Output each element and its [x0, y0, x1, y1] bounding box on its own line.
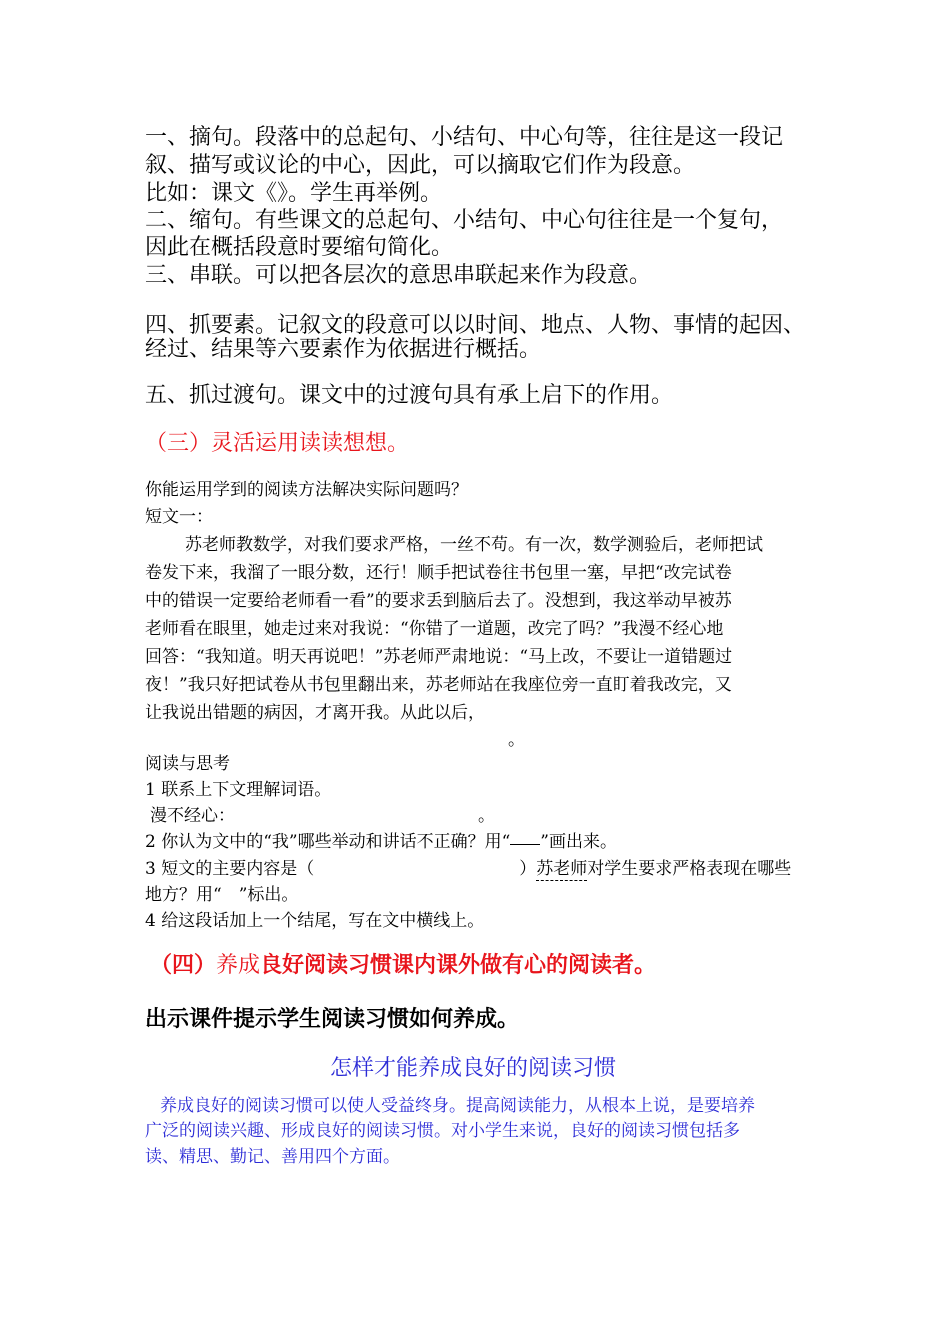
question-2-text-a: 2 你认为文中的“我”哪些举动和讲话不正确？用“ — [145, 832, 511, 852]
question-1-end: 。 — [478, 806, 495, 826]
method-4-line-1: 四、抓要素。记叙文的段意可以以时间、地点、人物、事情的起因、 — [145, 313, 806, 338]
method-5: 五、抓过渡句。课文中的过渡句具有承上启下的作用。 — [145, 383, 674, 408]
question-3-text-a: 3 短文的主要内容是（ — [145, 859, 315, 879]
question-3-text-b: ） — [519, 859, 537, 879]
question-1-word: 漫不经心： — [150, 806, 235, 826]
method-4-line-2: 经过、结果等六要素作为依据进行概括。 — [145, 337, 542, 362]
question-3-text-d: 对学生要求严格表现在哪些 — [587, 859, 792, 879]
method-2-line-1: 二、缩句。有些课文的总起句、小结句、中心句往往是一个复句， — [145, 208, 784, 233]
underline-mark-sample — [510, 844, 540, 845]
section-4-heading — [150, 954, 656, 977]
passage-line-5: 回答：“我知道。明天再说吧！”苏老师严肃地说：“马上改，不要让一道错题过 — [145, 647, 733, 667]
question-1: 1 联系上下文理解词语。 — [145, 780, 332, 800]
section-3-heading: （三）灵活运用读读想想。 — [145, 431, 410, 456]
passage-line-4: 老师看在眼里，她走过来对我说：“你错了一道题，改完了吗？”我漫不经心地 — [145, 619, 724, 639]
passage-line-1: 苏老师教数学，对我们要求严格，一丝不苟。有一次，数学测验后，老师把试 — [185, 535, 763, 555]
passage-line-2: 卷发下来，我溜了一眼分数，还行！顺手把试卷往书包里一塞，早把“改完试卷 — [145, 563, 732, 583]
method-example: 比如：课文《》。学生再举例。 — [145, 181, 443, 206]
method-1-line-1: 一、摘句。段落中的总起句、小结句、中心句等，往往是这一段记 — [145, 125, 784, 150]
passage-line-7: 让我说出错题的病因，才离开我。从此以后， — [145, 703, 485, 723]
think-title: 阅读与思考 — [145, 754, 230, 774]
passage-end-mark: 。 — [508, 730, 525, 750]
question-2-text-b: ”画出来。 — [540, 832, 617, 852]
passage-line-6: 夜！”我只好把试卷从书包里翻出来，苏老师站在我座位旁一直盯着我改完，又 — [145, 675, 732, 695]
courseware-note: 出示课件提示学生阅读习惯如何养成。 — [145, 1006, 520, 1032]
question-3-line-2: 地方？用“ ”标出。 — [145, 885, 299, 905]
section-4-heading-a: （四） — [150, 952, 217, 978]
method-3: 三、串联。可以把各层次的意思串联起来作为段意。 — [145, 263, 652, 288]
question-4: 4 给这段话加上一个结尾，写在文中横线上。 — [145, 911, 485, 931]
section-3-question: 你能运用学到的阅读方法解决实际问题吗？ — [145, 480, 468, 500]
question-3-text-c: 苏老师 — [536, 859, 588, 879]
passage-line-3: 中的错误一定要给老师看一看”的要求丢到脑后去了。没想到，我这举动早被苏 — [145, 591, 732, 611]
method-2-line-2: 因此在概括段意时要缩句简化。 — [145, 235, 454, 260]
section-4-heading-b: 养成 — [216, 953, 261, 978]
passage-label: 短文一： — [145, 507, 213, 527]
slide-line-2: 广泛的阅读兴趣、形成良好的阅读习惯。对小学生来说，良好的阅读习惯包括多 — [145, 1121, 740, 1141]
slide-line-3: 读、精思、勤记、善用四个方面。 — [145, 1147, 400, 1167]
section-4-heading-c: 良好阅读习惯课内课外做有心的阅读者。 — [260, 952, 657, 978]
question-2 — [145, 834, 617, 851]
method-1-line-2: 叙、描写或议论的中心，因此，可以摘取它们作为段意。 — [145, 153, 696, 178]
slide-title: 怎样才能养成良好的阅读习惯 — [330, 1056, 617, 1081]
question-3 — [145, 861, 791, 878]
slide-line-1: 养成良好的阅读习惯可以使人受益终身。提高阅读能力，从根本上说，是要培养 — [160, 1096, 755, 1116]
